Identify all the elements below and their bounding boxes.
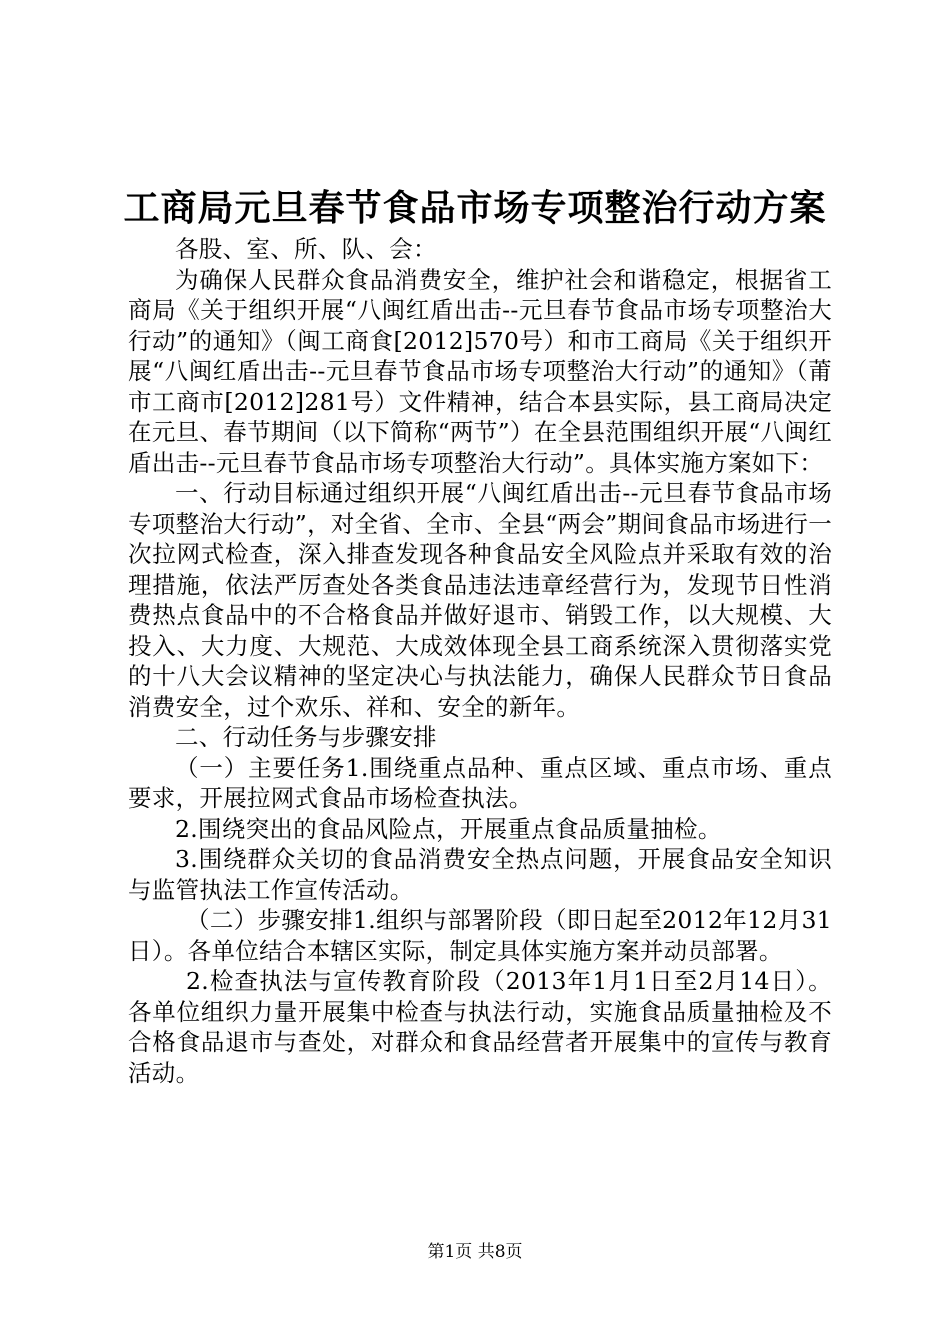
intro-paragraph: 为确保人民群众食品消费安全，维护社会和谐稳定，根据省工商局《关于组织开展“八闽红盾出击--元旦春节食品市场专项整治大行动”的通知》（闽工商食[2012]570号）和市工商局《关于组织开展“八闽红盾出击--元旦春节食品市场专项整治大行动”的通知》（莆市工商市[2012]281号）文件精神，结合本县实际，县工商局决定在元旦、春节期间（以下简称“两节”）在全县范围组织开展“八闽红盾出击--元旦春节食品市场专项整治大行动”。具体实施方案如下： xyxy=(128,265,832,477)
section-heading-tasks: 二、行动任务与步骤安排 xyxy=(175,723,437,751)
page-footer: 第1页 共8页 xyxy=(427,1242,523,1262)
salutation-paragraph: 各股、室、所、队、会： xyxy=(175,235,437,263)
document-title: 工商局元旦春节食品市场专项整治行动方案 xyxy=(123,187,827,229)
steps-paragraph: （二）步骤安排1.组织与部署阶段（即日起至2012年12月31日）。各单位结合本辖区实际，制定具体实施方案并动员部署。 xyxy=(128,906,832,965)
main-tasks-paragraph: （一）主要任务1.围绕重点品种、重点区域、重点市场、重点要求，开展拉网式食品市场检查执法。 xyxy=(128,753,832,812)
task-item-3: 3.围绕群众关切的食品消费安全热点问题，开展食品安全知识与监管执法工作宣传活动。 xyxy=(128,845,832,904)
document-body xyxy=(128,234,832,1088)
step-item-2: 2.检查执法与宣传教育阶段（2013年1月1日至2月14日）。各单位组织力量开展集中检查与执法行动，实施食品质量抽检及不合格食品退市与查处，对群众和食品经营者开展集中的宣传与教育活动。 xyxy=(128,967,832,1087)
objective-paragraph: 一、行动目标通过组织开展“八闽红盾出击--元旦春节食品市场专项整治大行动”，对全省、全市、全县“两会”期间食品市场进行一次拉网式检查，深入排查发现各种食品安全风险点并采取有效的治理措施，依法严厉查处各类食品违法违章经营行为，发现节日性消费热点食品中的不合格食品并做好退市、销毁工作，以大规模、大投入、大力度、大规范、大成效体现全县工商系统深入贯彻落实党的十八大会议精神的坚定决心与执法能力，确保人民群众节日食品消费安全，过个欢乐、祥和、安全的新年。 xyxy=(128,479,832,721)
task-item-2: 2.围绕突出的食品风险点，开展重点食品质量抽检。 xyxy=(175,814,722,843)
